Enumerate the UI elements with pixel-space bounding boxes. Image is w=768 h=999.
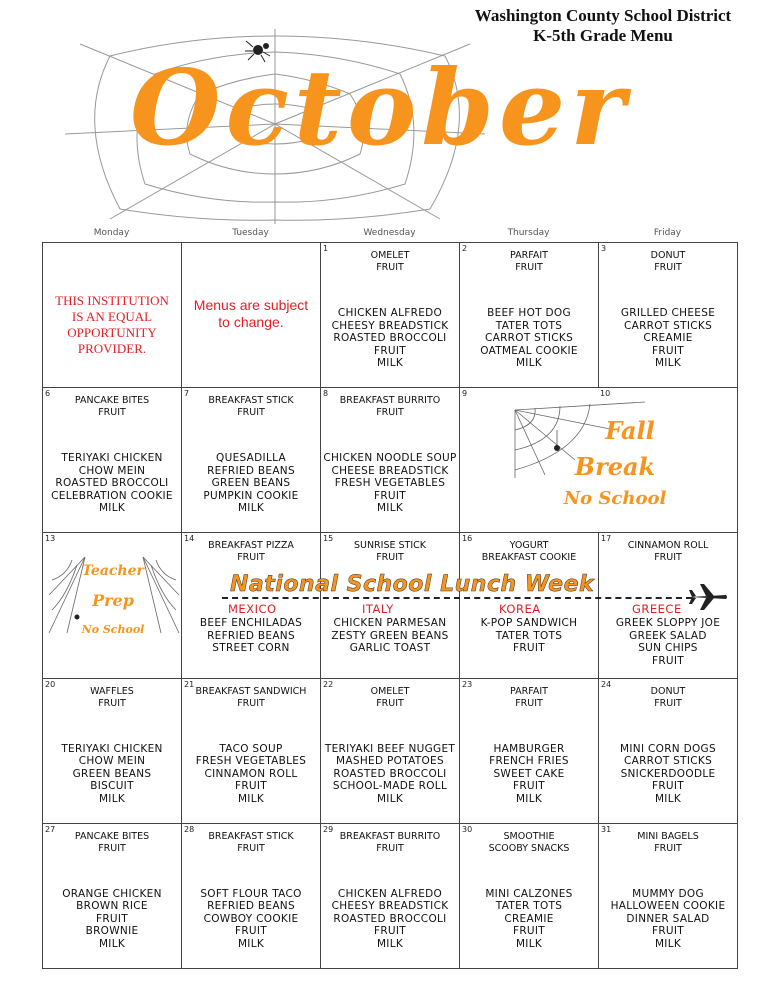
lunch-item: GREEN BEANS [211,477,291,490]
lunch-item: FRUIT [651,780,685,793]
district-header [458,6,748,46]
lunch-item: GREEK SALAD [629,629,707,642]
menu-change-notice: Menus are subject to change. [193,297,309,330]
day-number: 13 [45,534,56,544]
lunch-item: REFRIED BEANS [207,900,295,913]
grade-menu-title: K-5th Grade Menu [533,26,673,45]
breakfast-item: DONUT [650,685,686,697]
breakfast-item: OMELET [370,250,410,261]
lunch-item: CHICKEN NOODLE SOUP [323,452,457,465]
day-number: 9 [462,389,468,399]
flight-path-line [222,597,692,599]
day-cell [460,678,599,823]
lunch-item: MILK [376,937,404,950]
breakfast-item: CINNAMON ROLL [627,540,709,552]
breakfast-item: FRUIT [376,552,404,564]
lunch-item: MILK [654,792,682,805]
breakfast-item: FRUIT [654,842,682,854]
lunch-item: FRESH VEGETABLES [334,477,446,490]
lunch-menu [182,452,320,515]
day-number: 8 [323,389,329,399]
day-number: 14 [184,534,195,544]
lunch-item: ZESTY GREEN BEANS [331,629,449,642]
lunch-item: CHOW MEIN [78,755,146,768]
lunch-item: FRESH VEGETABLES [195,755,307,768]
weekday-header: Wednesday [363,228,416,238]
lunch-item: GREEN BEANS [72,767,152,780]
lunch-item: MILK [515,792,543,805]
day-number: 17 [601,534,612,544]
lunch-item: CHICKEN ALFREDO [337,307,443,319]
weekday-header: Thursday [507,228,550,238]
spider-icon [75,615,80,620]
breakfast-menu [321,679,459,710]
breakfast-item: SUNRISE STICK [353,540,427,552]
lunch-menu [321,743,459,806]
breakfast-menu [182,679,320,710]
lunch-menu [460,617,598,655]
month-title: October [129,46,630,169]
day-cell [321,243,460,388]
breakfast-item: FRUIT [376,407,404,419]
breakfast-item: BREAKFAST PIZZA [208,540,294,552]
breakfast-menu [321,388,459,419]
lunch-item: ROASTED BROCCOLI [333,767,447,780]
lunch-item: MILK [237,502,265,515]
lunch-item: DINNER SALAD [626,912,710,925]
lunch-item: CHOW MEIN [78,464,146,477]
breakfast-menu [182,824,320,855]
lunch-item: FRUIT [234,780,268,793]
lunch-item: STREET CORN [212,642,290,655]
day-number: 29 [323,824,334,834]
breakfast-menu [43,824,181,855]
lunch-menu [599,307,737,370]
lunch-item: TACO SOUP [219,742,283,755]
lunch-item: ROASTED BROCCOLI [333,912,447,925]
lunch-item: MUMMY DOG [632,887,704,900]
breakfast-item: FRUIT [654,697,682,709]
breakfast-item: BREAKFAST BURRITO [339,395,441,407]
fall-break-cell [460,388,738,533]
day-number: 20 [45,679,56,689]
no-school-label: No School [81,623,145,637]
lunch-item: CHICKEN ALFREDO [337,887,443,900]
lunch-item: OATMEAL COOKIE [480,344,578,357]
breakfast-item: FRUIT [98,407,126,419]
breakfast-menu [599,533,737,564]
lunch-item: FRUIT [651,925,685,938]
breakfast-menu [599,824,737,855]
breakfast-item: FRUIT [376,842,404,854]
breakfast-item: FRUIT [237,407,265,419]
lunch-menu [321,617,459,655]
lunch-week-banner: National School Lunch Week [230,572,595,597]
lunch-item: MILK [237,937,265,950]
day-cell [460,823,599,968]
lunch-item: FRUIT [512,780,546,793]
breakfast-menu [460,533,598,564]
day-cell [321,823,460,968]
lunch-item: TATER TOTS [495,319,563,332]
day-number: 23 [462,679,473,689]
spider-icon [554,430,560,451]
breakfast-item: FRUIT [376,697,404,709]
lunch-item: GARLIC TOAST [349,642,431,655]
day-number: 28 [184,824,195,834]
breakfast-item: FRUIT [237,697,265,709]
breakfast-item: BREAKFAST BURRITO [339,830,441,842]
notice-cell [182,243,321,388]
lunch-menu [460,888,598,951]
breakfast-item: FRUIT [515,697,543,709]
lunch-item: CHEESY BREADSTICK [331,319,449,332]
lunch-menu [599,617,737,667]
lunch-menu [460,307,598,370]
lunch-item: FRUIT [512,925,546,938]
lunch-menu [43,743,181,806]
lunch-item: FRUIT [651,344,685,357]
lunch-item: FRUIT [234,925,268,938]
day-cell [321,678,460,823]
country-label-italy: ITALY [362,602,394,616]
lunch-menu [321,307,459,370]
lunch-menu [43,452,181,515]
lunch-item: MILK [376,792,404,805]
day-number: 3 [601,244,607,253]
day-number: 31 [601,824,612,834]
day-cell [182,823,321,968]
lunch-item: FRUIT [512,642,546,655]
breakfast-menu [321,243,459,274]
day-number: 16 [462,534,473,544]
day-cell [599,243,738,388]
equal-opportunity-notice: THIS INSTITUTION IS AN EQUAL OPPORTUNITY PROVIDER. [55,293,169,356]
lunch-item: CHEESE BREADSTICK [331,464,449,477]
day-cell [599,678,738,823]
lunch-item: CREAMIE [504,912,554,925]
lunch-item: K-POP SANDWICH [480,617,578,630]
lunch-item: QUESADILLA [216,452,286,465]
lunch-item: FRUIT [373,489,407,502]
lunch-item: CELEBRATION COOKIE [51,489,173,502]
breakfast-item: FRUIT [237,842,265,854]
breakfast-item: SMOOTHIE [503,830,555,842]
day-number: 30 [462,824,473,834]
lunch-item: MILK [515,937,543,950]
lunch-item: ROASTED BROCCOLI [333,332,447,344]
day-number: 6 [45,389,51,399]
day-cell [182,388,321,533]
breakfast-menu [460,679,598,710]
breakfast-item: SCOOBY SNACKS [488,842,570,854]
breakfast-item: WAFFLES [90,685,134,697]
fall-break-title: Fall [605,416,655,446]
lunch-item: BEEF ENCHILADAS [199,617,303,630]
lunch-item: COWBOY COOKIE [203,912,299,925]
breakfast-item: PANCAKE BITES [74,830,150,842]
day-number: 7 [184,389,190,399]
day-number: 10 [600,389,611,399]
lunch-menu [599,888,737,951]
teacher-prep-title: Prep [92,591,134,611]
day-number: 21 [184,679,195,689]
lunch-item: MINI CORN DOGS [620,742,716,755]
lunch-item: SUN CHIPS [638,642,698,655]
breakfast-item: FRUIT [376,262,404,273]
breakfast-menu [43,679,181,710]
weekday-header: Monday [93,228,130,238]
lunch-item: ORANGE CHICKEN [62,887,162,900]
lunch-menu [182,888,320,951]
fall-break-title: Break [574,452,656,482]
breakfast-menu [599,243,737,274]
lunch-menu [599,743,737,806]
lunch-item: BISCUIT [90,780,134,793]
lunch-item: SOFT FLOUR TACO [200,887,302,900]
lunch-item: MILK [98,502,126,515]
weekday-header: Friday [653,228,682,238]
day-cell [599,823,738,968]
lunch-item: MILK [98,937,126,950]
breakfast-menu [460,243,598,274]
lunch-item: CREAMIE [643,332,693,344]
country-label-greece: GREECE [632,602,682,616]
country-label-mexico: MEXICO [228,602,277,616]
lunch-menu [321,888,459,951]
lunch-item: SWEET CAKE [493,767,565,780]
lunch-item: SCHOOL-MADE ROLL [332,780,448,793]
lunch-item: TATER TOTS [495,629,563,642]
breakfast-item: FRUIT [98,842,126,854]
lunch-item: BEEF HOT DOG [487,307,571,319]
lunch-item: REFRIED BEANS [207,629,295,642]
breakfast-item: FRUIT [654,262,682,273]
day-cell [321,388,460,533]
lunch-item: GREEK SLOPPY JOE [615,617,721,630]
lunch-item: MILK [654,357,682,369]
lunch-item: ROASTED BROCCOLI [55,477,169,490]
lunch-item: FRUIT [373,925,407,938]
day-number: 24 [601,679,612,689]
day-number: 1 [323,244,329,253]
lunch-item: BROWNIE [85,925,139,938]
weekday-header-row [42,228,737,242]
notice-cell [43,243,182,388]
breakfast-item: PARFAIT [510,685,548,697]
breakfast-item: MINI BAGELS [637,830,699,842]
lunch-item: CARROT STICKS [623,319,713,332]
breakfast-menu [43,388,181,419]
lunch-item: MILK [376,357,404,369]
breakfast-item: PANCAKE BITES [74,395,150,407]
lunch-item: MILK [98,792,126,805]
lunch-menu [182,617,320,655]
breakfast-item: FRUIT [237,552,265,564]
country-label-korea: KOREA [499,602,541,616]
day-cell [43,678,182,823]
teacher-prep-cell [43,533,182,678]
weekday-header: Tuesday [232,228,269,238]
lunch-item: MILK [654,937,682,950]
breakfast-item: FRUIT [98,697,126,709]
lunch-item: FRENCH FRIES [489,755,569,768]
breakfast-menu [599,679,737,710]
lunch-item: REFRIED BEANS [207,464,295,477]
lunch-item: MILK [376,502,404,515]
lunch-item: CARROT STICKS [623,755,713,768]
breakfast-item: PARFAIT [510,250,548,261]
lunch-item: GRILLED CHEESE [620,307,716,319]
lunch-item: HAMBURGER [493,742,565,755]
breakfast-item: BREAKFAST STICK [208,830,294,842]
lunch-item: CARROT STICKS [484,332,574,344]
day-cell [43,823,182,968]
breakfast-item: FRUIT [654,552,682,564]
no-school-label: No School [563,488,667,510]
lunch-item: CHICKEN PARMESAN [333,617,447,630]
lunch-menu [182,743,320,806]
breakfast-menu [182,388,320,419]
breakfast-item: FRUIT [515,262,543,273]
breakfast-item: DONUT [650,250,686,261]
lunch-item: PUMPKIN COOKIE [203,489,299,502]
lunch-menu [43,888,181,951]
lunch-item: CINNAMON ROLL [204,767,298,780]
breakfast-item: YOGURT [509,540,549,552]
day-number: 2 [462,244,468,253]
breakfast-menu [460,824,598,855]
breakfast-item: BREAKFAST COOKIE [481,552,577,564]
lunch-item: TERIYAKI CHICKEN [61,452,163,465]
breakfast-menu [321,824,459,855]
day-cell [43,388,182,533]
lunch-item: CHEESY BREADSTICK [331,900,449,913]
breakfast-item: OMELET [370,685,410,697]
lunch-item: FRUIT [651,654,685,667]
lunch-item: MASHED POTATOES [336,755,444,768]
lunch-menu [460,743,598,806]
lunch-item: HALLOWEEN COOKIE [610,900,726,913]
lunch-item: BROWN RICE [76,900,148,913]
lunch-item: TATER TOTS [495,900,563,913]
lunch-item: MINI CALZONES [485,887,573,900]
lunch-item: FRUIT [373,344,407,357]
district-name: Washington County School District [474,6,732,25]
lunch-item: MILK [515,357,543,369]
day-number: 27 [45,824,56,834]
lunch-item: MILK [237,792,265,805]
lunch-item: TERIYAKI BEEF NUGGET [324,742,456,755]
lunch-menu [321,452,459,515]
breakfast-menu [182,533,320,564]
lunch-item: SNICKERDOODLE [620,767,716,780]
day-cell [460,243,599,388]
day-number: 22 [323,679,334,689]
breakfast-menu [321,533,459,564]
lunch-item: TERIYAKI CHICKEN [61,742,163,755]
airplane-icon [688,582,728,612]
lunch-item: FRUIT [95,912,129,925]
breakfast-item: BREAKFAST STICK [208,395,294,407]
breakfast-item: BREAKFAST SANDWICH [195,685,307,697]
teacher-prep-title: Teacher [82,563,144,580]
day-cell [182,678,321,823]
day-number: 15 [323,534,334,544]
